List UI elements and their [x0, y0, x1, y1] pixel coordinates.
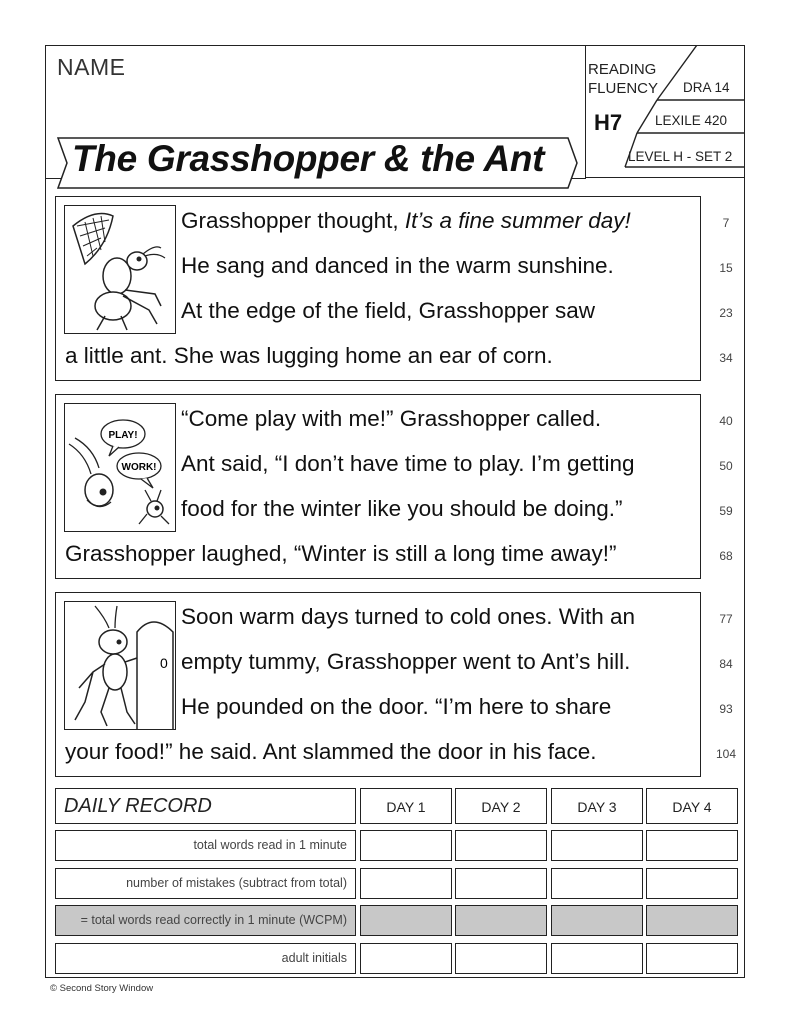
passage-line: [181, 253, 614, 279]
work-bubble-text: WORK!: [121, 462, 157, 473]
passage-line: [181, 496, 623, 522]
record-row-label: number of mistakes (subtract from total): [55, 868, 356, 899]
record-entry-cell[interactable]: [646, 905, 738, 936]
record-entry-cell[interactable]: [551, 868, 643, 899]
passage-line-text: He pounded on the door. “I’m here to share: [181, 694, 612, 719]
record-entry-cell[interactable]: [646, 943, 738, 974]
passage-line-text: Grasshopper laughed, “Winter is still a long time away!”: [65, 541, 617, 566]
play-bubble-text: PLAY!: [108, 430, 138, 441]
running-word-count: 7: [722, 216, 730, 230]
passage-line: [181, 451, 635, 477]
record-entry-cell[interactable]: [360, 830, 452, 861]
passage-line-text: food for the winter like you should be doing.”: [181, 496, 623, 521]
record-entry-cell[interactable]: [455, 868, 547, 899]
record-entry-cell[interactable]: [455, 830, 547, 861]
record-entry-cell[interactable]: [646, 868, 738, 899]
record-entry-cell[interactable]: [455, 905, 547, 936]
page-title: The Grasshopper & the Ant: [72, 138, 545, 179]
record-entry-cell[interactable]: [551, 943, 643, 974]
passage-line-italic-text: It’s a fine summer day!: [404, 208, 631, 233]
passage-line: [181, 694, 611, 720]
running-word-count: 104: [715, 747, 737, 761]
passage-line: [65, 541, 616, 567]
record-entry-cell[interactable]: [551, 830, 643, 861]
reading-fluency-label: READING FLUENCY: [588, 61, 659, 97]
dra-level: DRA 14: [683, 80, 730, 95]
day-header-4: DAY 4: [646, 788, 738, 824]
running-word-count: 93: [719, 702, 733, 716]
passage-line-text: At the edge of the field, Grasshopper saw: [181, 298, 595, 323]
passage-line: [65, 343, 553, 369]
record-row-label: total words read in 1 minute: [55, 830, 356, 861]
daily-record-title: DAILY RECORD: [64, 795, 212, 817]
running-word-count: 77: [719, 612, 733, 626]
passage-line-text: Soon warm days turned to cold ones. With an: [181, 604, 635, 629]
passage-line-text: “Come play with me!” Grasshopper called.: [181, 406, 602, 431]
svg-text:0: 0: [160, 655, 168, 671]
running-word-count: 68: [719, 549, 733, 563]
running-word-count: 84: [719, 657, 733, 671]
record-row-label: = total words read correctly in 1 minute (WCPM): [55, 905, 356, 936]
passage-line-text: Grasshopper thought,: [181, 208, 405, 233]
running-word-count: 40: [719, 414, 733, 428]
level-set: LEVEL H - SET 2: [628, 149, 733, 164]
passage-line: [181, 406, 601, 432]
passage-line: [181, 604, 635, 630]
daily-record-header-cell: [55, 788, 356, 824]
running-word-count: 15: [719, 261, 733, 275]
level-code: H7: [594, 110, 623, 135]
passage-line: [181, 649, 630, 675]
grasshopper-ant-speech-icon: [64, 403, 176, 532]
running-word-count: 34: [719, 351, 733, 365]
copyright-text: © Second Story Window: [50, 983, 154, 994]
passage-line: [181, 208, 631, 234]
record-entry-cell[interactable]: [455, 943, 547, 974]
passage-line: [65, 739, 597, 765]
passage-line-text: your food!” he said. Ant slammed the door in his face.: [65, 739, 597, 764]
record-entry-cell[interactable]: [360, 868, 452, 899]
grasshopper-door-icon: [64, 601, 176, 730]
passage-line-text: He sang and danced in the warm sunshine.: [181, 253, 614, 278]
record-entry-cell[interactable]: [360, 943, 452, 974]
record-entry-cell[interactable]: [646, 830, 738, 861]
record-row-label: adult initials: [55, 943, 356, 974]
passage-line: [181, 298, 595, 324]
running-word-count: 59: [719, 504, 733, 518]
running-word-count: 23: [719, 306, 733, 320]
lexile-level: LEXILE 420: [655, 113, 728, 128]
record-entry-cell[interactable]: [360, 905, 452, 936]
day-header-2: DAY 2: [455, 788, 547, 824]
passage-line-text: empty tummy, Grasshopper went to Ant’s hill.: [181, 649, 631, 674]
record-entry-cell[interactable]: [551, 905, 643, 936]
grasshopper-corn-icon: [64, 205, 176, 334]
day-header-1: DAY 1: [360, 788, 452, 824]
day-header-3: DAY 3: [551, 788, 643, 824]
name-label: NAME: [57, 54, 126, 80]
passage-line-text: Ant said, “I don’t have time to play. I’m getting: [181, 451, 635, 476]
running-word-count: 50: [719, 459, 733, 473]
passage-line-text: a little ant. She was lugging home an ear of corn.: [65, 343, 553, 368]
